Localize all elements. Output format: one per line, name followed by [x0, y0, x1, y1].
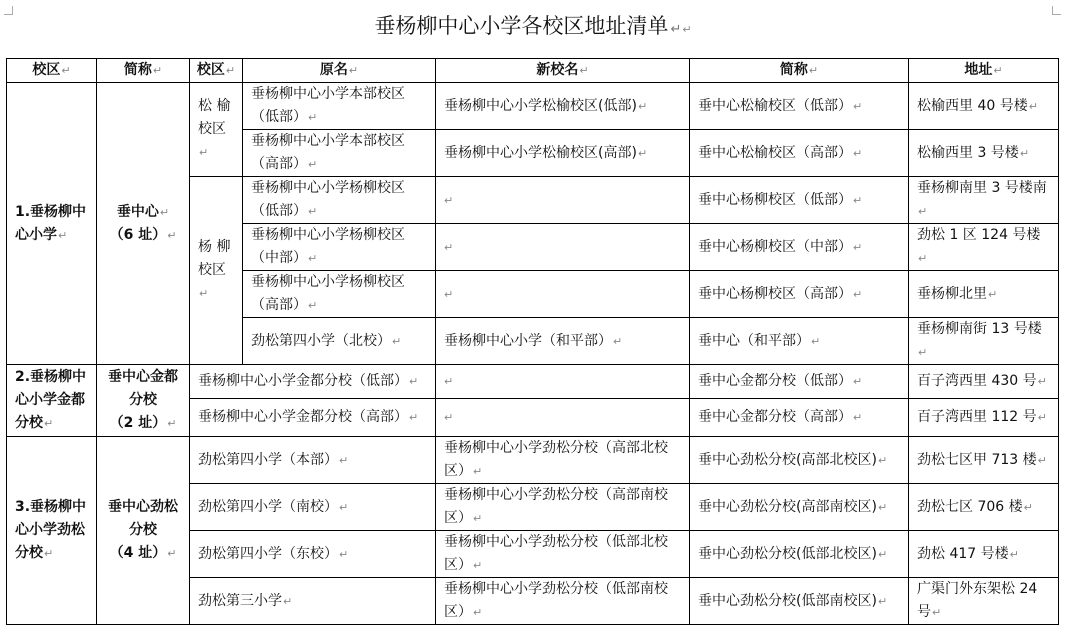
header-row — [7, 59, 1059, 83]
new-name-cell: 垂杨柳中心小学劲松分校（高部南校区） ↵ — [436, 484, 690, 531]
new-name-cell: ↵ — [436, 177, 690, 224]
address-cell: 百子湾西里 112 号 ↵ — [909, 399, 1059, 437]
abbreviation-cell: 垂中心（和平部） ↵ — [690, 318, 909, 365]
campus-cell: 2.垂杨柳中心小学金都分校 ↵ — [7, 365, 97, 437]
header-short-name: 简称 ↵ — [97, 59, 190, 83]
subcampus-cell: 杨 柳 校区 ↵ — [190, 177, 243, 365]
original-name-cell: 垂杨柳中心小学金都分校（低部） ↵ — [190, 365, 436, 399]
abbreviation-cell: 垂中心杨柳校区（低部） ↵ — [690, 177, 909, 224]
original-name-cell: 劲松第四小学（东校） ↵ — [190, 531, 436, 578]
address-cell: 百子湾西里 430 号 ↵ — [909, 365, 1059, 399]
new-name-cell: 垂杨柳中心小学劲松分校（低部北校区） ↵ — [436, 531, 690, 578]
new-name-cell: ↵ — [436, 271, 690, 318]
new-name-cell: ↵ — [436, 399, 690, 437]
address-cell: 垂杨柳南里 3 号楼南 ↵ — [909, 177, 1059, 224]
campus-address-table — [6, 58, 1059, 625]
abbreviation-cell: 垂中心松榆校区（低部） ↵ — [690, 83, 909, 130]
document-title: 垂杨柳中心小学各校区地址清单 ↵ ↵ — [0, 10, 1066, 46]
header-subcampus: 校区 ↵ — [190, 59, 243, 83]
new-name-cell: ↵ — [436, 224, 690, 271]
abbreviation-cell: 垂中心杨柳校区（中部） ↵ — [690, 224, 909, 271]
new-name-cell: 垂杨柳中心小学松榆校区(低部) ↵ — [436, 83, 690, 130]
address-cell: 松榆西里 40 号楼 ↵ — [909, 83, 1059, 130]
address-cell: 松榆西里 3 号楼 ↵ — [909, 130, 1059, 177]
original-name-cell: 劲松第三小学 ↵ — [190, 578, 436, 625]
abbreviation-cell: 垂中心松榆校区（高部） ↵ — [690, 130, 909, 177]
address-cell: 垂杨柳北里 ↵ — [909, 271, 1059, 318]
original-name-cell: 垂杨柳中心小学杨柳校区（中部） ↵ — [243, 224, 436, 271]
new-name-cell: 垂杨柳中心小学松榆校区(高部) ↵ — [436, 130, 690, 177]
original-name-cell: 劲松第四小学（南校） ↵ — [190, 484, 436, 531]
original-name-cell: 垂杨柳中心小学金都分校（高部） ↵ — [190, 399, 436, 437]
header-original-name: 原名 ↵ — [243, 59, 436, 83]
new-name-cell: 垂杨柳中心小学（和平部） ↵ — [436, 318, 690, 365]
original-name-cell: 劲松第四小学（北校） ↵ — [243, 318, 436, 365]
address-cell: 广渠门外东架松 24 号 ↵ — [909, 578, 1059, 625]
original-name-cell: 垂杨柳中心小学杨柳校区（高部） ↵ — [243, 271, 436, 318]
subcampus-cell: 松 榆 校区 ↵ — [190, 83, 243, 177]
new-name-cell: 垂杨柳中心小学劲松分校（低部南校区） ↵ — [436, 578, 690, 625]
header-abbreviation: 简称 ↵ — [690, 59, 909, 83]
abbreviation-cell: 垂中心金都分校（低部） ↵ — [690, 365, 909, 399]
address-cell: 劲松七区 706 楼 ↵ — [909, 484, 1059, 531]
campus-cell: 1.垂杨柳中心小学 ↵ — [7, 83, 97, 365]
address-cell: 劲松 417 号楼 ↵ — [909, 531, 1059, 578]
header-address: 地址 ↵ — [909, 59, 1059, 83]
address-cell: 垂杨柳南街 13 号楼 ↵ — [909, 318, 1059, 365]
abbreviation-cell: 垂中心劲松分校(高部南校区) ↵ — [690, 484, 909, 531]
address-cell: 劲松 1 区 124 号楼 ↵ — [909, 224, 1059, 271]
table-row — [7, 83, 1059, 130]
campus-cell: 3.垂杨柳中心小学劲松分校 ↵ — [7, 437, 97, 625]
abbreviation-cell: 垂中心劲松分校(低部南校区) ↵ — [690, 578, 909, 625]
table-row — [7, 365, 1059, 399]
original-name-cell: 垂杨柳中心小学本部校区（低部） ↵ — [243, 83, 436, 130]
short-name-cell: 垂中心 ↵ （6 址） ↵ — [97, 83, 190, 365]
original-name-cell: 垂杨柳中心小学本部校区（高部） ↵ — [243, 130, 436, 177]
short-name-cell: 垂中心金都分校 （2 址） ↵ — [97, 365, 190, 437]
short-name-cell: 垂中心劲松分校 （4 址） ↵ — [97, 437, 190, 625]
address-cell: 劲松七区甲 713 楼 ↵ — [909, 437, 1059, 484]
new-name-cell: 垂杨柳中心小学劲松分校（高部北校区） ↵ — [436, 437, 690, 484]
abbreviation-cell: 垂中心杨柳校区（高部） ↵ — [690, 271, 909, 318]
abbreviation-cell: 垂中心劲松分校(低部北校区) ↵ — [690, 531, 909, 578]
original-name-cell: 劲松第四小学（本部） ↵ — [190, 437, 436, 484]
abbreviation-cell: 垂中心金都分校（高部） ↵ — [690, 399, 909, 437]
abbreviation-cell: 垂中心劲松分校(高部北校区) ↵ — [690, 437, 909, 484]
new-name-cell: ↵ — [436, 365, 690, 399]
original-name-cell: 垂杨柳中心小学杨柳校区（低部） ↵ — [243, 177, 436, 224]
table-row — [7, 437, 1059, 484]
header-campus: 校区 ↵ — [7, 59, 97, 83]
header-new-name: 新校名 ↵ — [436, 59, 690, 83]
